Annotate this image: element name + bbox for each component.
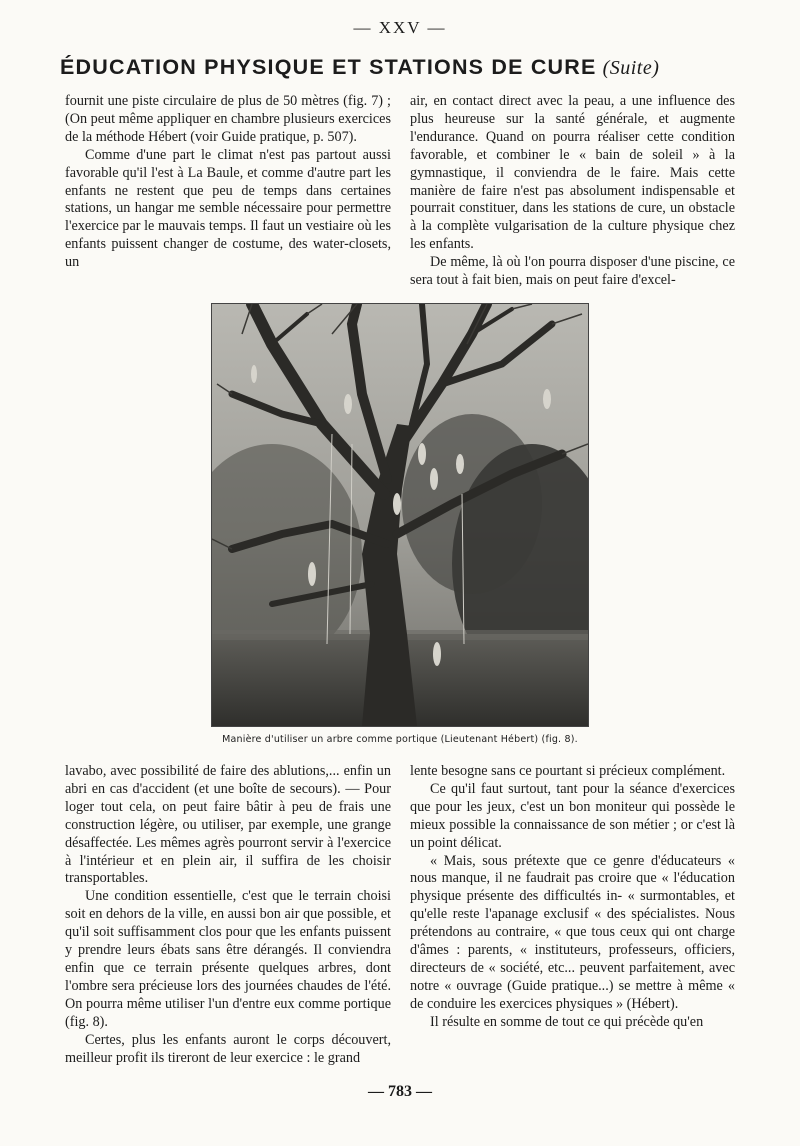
article-title-suffix: (Suite) (602, 57, 660, 79)
tree-portique-photo (211, 303, 589, 727)
column-bottom-left (65, 763, 391, 1067)
paragraph: « Mais, sous prétexte que ce genre d'éducateurs « nous manque, il ne faudrait pas croire que « l'éducation physique présente des difficultés in- « surmontables, et qu'elle reste l'apanage exclusif « des spécialistes. Nous prétendons au contraire, « que tous ceux qui ont charge d'âmes : parents, « instituteurs, professeurs, officiers, directeurs de « société, etc... peuvent parfaitement, avec notre « ouvrage (Guide pratique...) se mettre à même « de conduire les exercices physiques » (Hébert). (410, 852, 735, 1012)
paragraph: Certes, plus les enfants auront le corps découvert, meilleur profit ils tireront de leur exercice : le grand (65, 1031, 391, 1066)
figure-caption: Manière d'utiliser un arbre comme portique (Lieutenant Hébert) (fig. 8). (222, 734, 578, 745)
paragraph: air, en contact direct avec la peau, a une influence des plus heureuse sur la santé générale, et augmente l'endurance. Quand on pourra réaliser cette condition favorable, et combiner le « bain de soleil » à la gymnastique, il conviendra de le faire. Mais cette manière de faire n'est pas absolument indispensable et pourrait constituer, dans les stations de cure, un obstacle à la complète vulgarisation de la culture physique chez les enfants. (410, 93, 735, 253)
paragraph: fournit une piste circulaire de plus de 50 mètres (fig. 7) ; (On peut même appliquer en chambre plusieurs exercices de la méthode Hébert (voir Guide pratique, p. 507). (65, 93, 391, 145)
paragraph: Ce qu'il faut surtout, tant pour la séance d'exercices que pour les jeux, c'est un bon moniteur qui possède le mieux possible la connaissance de son métier ; or c'est là un point délicat. (410, 780, 735, 851)
article-title (60, 55, 760, 80)
article-title-text: ÉDUCATION PHYSIQUE ET STATIONS DE CURE (60, 55, 597, 79)
page-number: — 783 — (368, 1083, 432, 1100)
column-top-right (410, 93, 735, 290)
paragraph: Comme d'une part le climat n'est pas partout aussi favorable qu'il l'est à La Baule, et comme d'autre part les enfants ne restent que peu de temps dans certaines stations, un hangar me semble nécessaire pour permettre l'exercice par le mauvais temps. Il faut un vestiaire où les enfants puissent changer de costume, des water-closets, un (65, 146, 391, 271)
photo-illustration (212, 304, 588, 726)
page-roman-numeral: — XXV — (353, 18, 447, 37)
paragraph: Il résulte en somme de tout ce qui précède qu'en (430, 1013, 704, 1030)
paragraph: De même, là où l'on pourra disposer d'une piscine, ce sera tout à fait bien, mais on peut faire d'excel- (410, 254, 735, 289)
paragraph: Une condition essentielle, c'est que le terrain choisi soit en dehors de la ville, en aussi bon air que possible, et qu'il soit suffisamment clos pour que les enfants puissent y prendre leurs ébats sans être dérangés. Il conviendra enfin que ce terrain présente quelques arbres, dont l'ombre sera précieuse lors des journées chaudes de l'été. On pourra même utiliser l'un d'entre eux comme portique (fig. 8). (65, 888, 391, 1030)
paragraph: lente besogne sans ce pourtant si précieux complément. (410, 763, 726, 779)
column-bottom-right (410, 763, 735, 1032)
paragraph: lavabo, avec possibilité de faire des ablutions,... enfin un abri en cas d'accident (et une boîte de secours). — Pour loger tout cela, on peut faire bâtir à peu de frais une construction légère, ou utiliser, par exemple, une grange désaffectée. Les mêmes agrès pourront servir à l'exercice à l'intérieur et en plein air, il suffira de les choisir transportables. (65, 763, 391, 887)
column-top-left (65, 93, 391, 272)
